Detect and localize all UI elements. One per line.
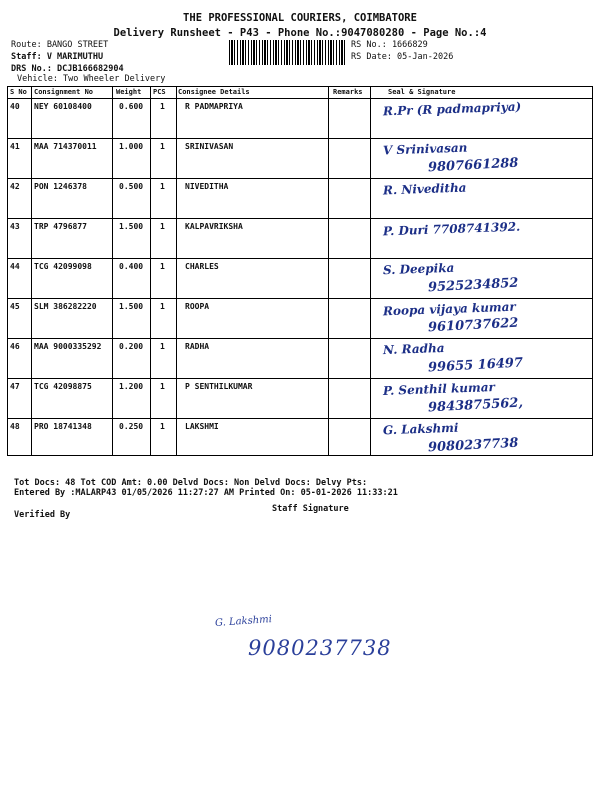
signature-phone: 9843875562, [427, 395, 524, 416]
col-consignment: Consignment No [34, 88, 94, 96]
col-remarks: Remarks [333, 88, 363, 96]
row-sno: 46 [10, 342, 20, 351]
row-consignee: P SENTHILKUMAR [185, 382, 253, 391]
row-consignee: RADHA [185, 342, 210, 351]
verified-by: Verified By [14, 510, 71, 520]
row-pcs: 1 [160, 422, 165, 431]
entered-printed-line: Entered By :MALARP43 01/05/2026 11:27:27 AM Printed On: 05-01-2026 11:33:21 [14, 488, 398, 498]
row-weight: 0.400 [119, 262, 144, 271]
table-row [8, 138, 592, 179]
row-consignee: ROOPA [185, 302, 210, 311]
row-pcs: 1 [160, 222, 165, 231]
table-row [8, 218, 592, 259]
col-consignee: Consignee Details [178, 88, 250, 96]
row-pcs: 1 [160, 182, 165, 191]
row-consignment: TCG 42098875 [34, 382, 92, 391]
signature-text: G. Lakshmi [382, 420, 459, 438]
runsheet-table [7, 86, 593, 456]
handwritten-name: G. Lakshmi [214, 614, 273, 629]
row-weight: 1.500 [119, 302, 144, 311]
row-sno: 48 [10, 422, 20, 431]
handwritten-phone: 9080237738 [248, 636, 392, 660]
row-weight: 1.000 [119, 142, 144, 151]
staff-signature: Staff Signature [272, 504, 349, 514]
row-consignee: KALPAVRIKSHA [185, 222, 243, 231]
rs-number: RS No.: 1666829 [351, 40, 428, 50]
row-consignment: TCG 42099098 [34, 262, 92, 271]
row-consignment: NEY 60108400 [34, 102, 92, 111]
table-row [8, 298, 592, 339]
row-consignee: CHARLES [185, 262, 219, 271]
signature-text: Roopa vijaya kumar [382, 299, 516, 319]
totals-line: Tot Docs: 48 Tot COD Amt: 0.00 Delvd Docs: Non Delvd Docs: Delvy Pts: [14, 478, 368, 488]
row-pcs: 1 [160, 342, 165, 351]
signature-phone: 9080237738 [427, 435, 519, 456]
company-name: THE PROFESSIONAL COURIERS, COIMBATORE [183, 12, 417, 24]
row-weight: 0.600 [119, 102, 144, 111]
row-consignee: NIVEDITHA [185, 182, 229, 191]
table-row [8, 418, 592, 458]
signature-phone: 9807661288 [427, 155, 519, 176]
rs-date: RS Date: 05-Jan-2026 [351, 52, 454, 62]
row-consignment: PRO 18741348 [34, 422, 92, 431]
signature-phone: 9610737622 [427, 315, 519, 336]
signature-text: N. Radha [382, 340, 445, 358]
row-sno: 41 [10, 142, 20, 151]
signature-phone: 99655 16497 [427, 355, 524, 376]
row-weight: 0.250 [119, 422, 144, 431]
row-pcs: 1 [160, 262, 165, 271]
row-consignee: R PADMAPRIYA [185, 102, 243, 111]
runsheet-title: Delivery Runsheet - P43 - Phone No.:9047080280 - Page No.:4 [113, 27, 487, 39]
row-consignee: SRINIVASAN [185, 142, 234, 151]
row-weight: 0.200 [119, 342, 144, 351]
route: Route: BANGO STREET [11, 40, 109, 50]
row-weight: 1.500 [119, 222, 144, 231]
row-sno: 42 [10, 182, 20, 191]
row-pcs: 1 [160, 102, 165, 111]
signature-text: P. Senthil kumar [382, 380, 496, 398]
signature-text: P. Duri 7708741392. [382, 219, 521, 239]
table-row [8, 378, 592, 419]
signature-phone: 9525234852 [427, 275, 519, 296]
col-pcs: PCS [153, 88, 166, 96]
row-sno: 40 [10, 102, 20, 111]
staff: Staff: V MARIMUTHU [11, 52, 104, 62]
row-sno: 43 [10, 222, 20, 231]
row-consignment: MAA 9000335292 [34, 342, 102, 351]
row-pcs: 1 [160, 142, 165, 151]
col-weight: Weight [116, 88, 142, 96]
row-weight: 0.500 [119, 182, 144, 191]
row-consignment: PON 1246378 [34, 182, 87, 191]
row-weight: 1.200 [119, 382, 144, 391]
signature-text: R. Niveditha [382, 180, 467, 198]
row-pcs: 1 [160, 302, 165, 311]
table-row [8, 258, 592, 299]
row-sno: 47 [10, 382, 20, 391]
table-row [8, 178, 592, 219]
table-row [8, 338, 592, 379]
barcode [229, 40, 345, 65]
col-sno: S No [10, 88, 27, 96]
signature-text: R.Pr (R padmapriya) [382, 99, 522, 119]
table-row [8, 98, 592, 139]
col-signature: Seal & Signature [388, 88, 456, 96]
row-sno: 45 [10, 302, 20, 311]
row-pcs: 1 [160, 382, 165, 391]
row-consignee: LAKSHMI [185, 422, 219, 431]
signature-text: S. Deepika [382, 260, 455, 278]
row-consignment: SLM 386282220 [34, 302, 97, 311]
row-consignment: MAA 714370011 [34, 142, 97, 151]
signature-text: V Srinivasan [382, 140, 468, 158]
row-consignment: TRP 4796877 [34, 222, 87, 231]
drs-number: DRS No.: DCJB166682904 [11, 64, 124, 74]
row-sno: 44 [10, 262, 20, 271]
vehicle: Vehicle: Two Wheeler Delivery [17, 74, 166, 84]
